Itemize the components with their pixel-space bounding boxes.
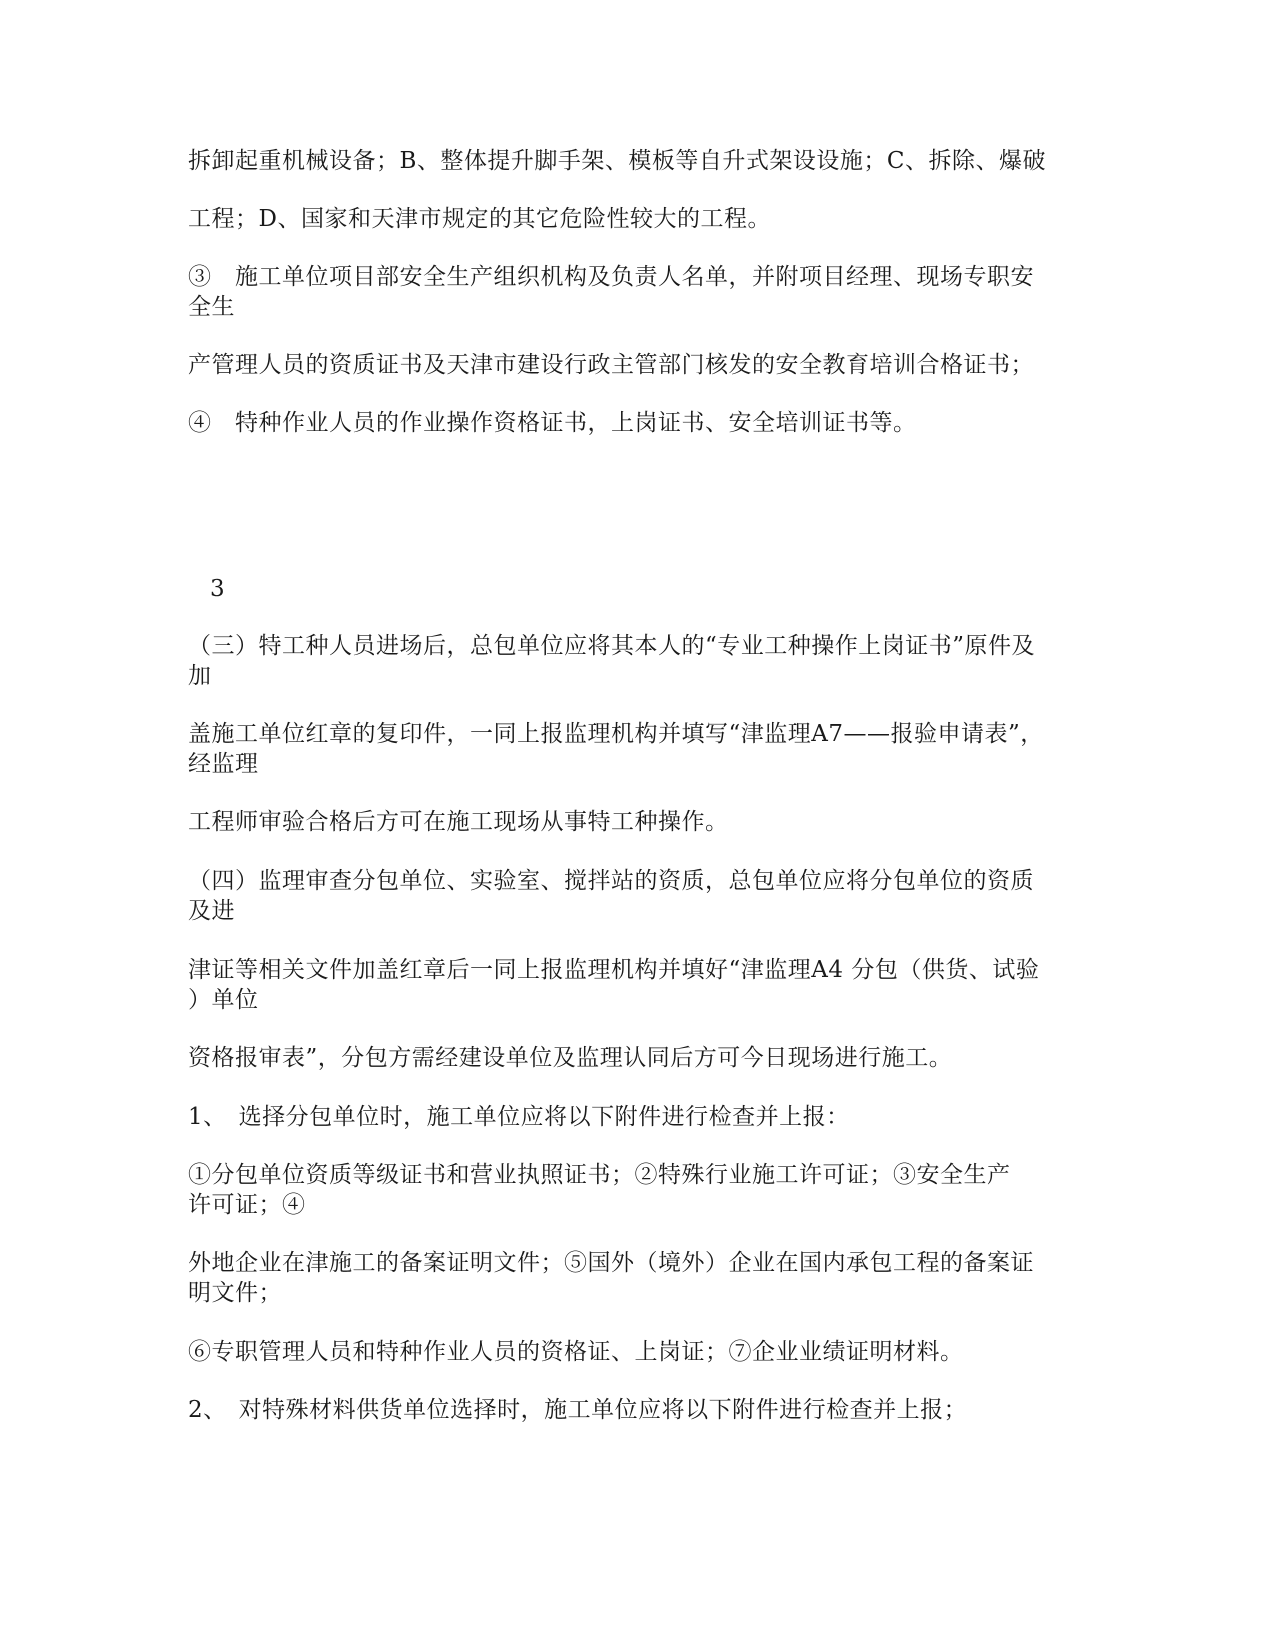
text-line: 工程；D、国家和天津市规定的其它危险性较大的工程。 xyxy=(188,206,771,232)
text-line: 经监理 xyxy=(188,751,259,777)
text-line: 加 xyxy=(188,663,212,689)
text-line: ①分包单位资质等级证书和营业执照证书；②特殊行业施工许可证；③安全生产 xyxy=(188,1162,1011,1188)
text-line: 工程师审验合格后方可在施工现场从事特工种操作。 xyxy=(188,809,729,835)
text-line: ）单位 xyxy=(188,987,259,1013)
text-line: 产管理人员的资质证书及天津市建设行政主管部门核发的安全教育培训合格证书； xyxy=(188,352,1034,378)
text-line: 2、 对特殊材料供货单位选择时，施工单位应将以下附件进行检查并上报； xyxy=(188,1397,968,1423)
text-line: 及进 xyxy=(188,898,235,924)
text-line: 1、 选择分包单位时，施工单位应将以下附件进行检查并上报： xyxy=(188,1104,850,1130)
text-line: 许可证；④ xyxy=(188,1192,306,1218)
text-line: 资格报审表”，分包方需经建设单位及监理认同后方可今日现场进行施工。 xyxy=(188,1045,953,1071)
text-line: （四）监理审查分包单位、实验室、搅拌站的资质，总包单位应将分包单位的资质 xyxy=(188,868,1034,894)
text-line: 津证等相关文件加盖红章后一同上报监理机构并填好“津监理A4 分包（供货、试验 xyxy=(188,957,1040,983)
text-line: 拆卸起重机械设备；B、整体提升脚手架、模板等自升式架设设施；C、拆除、爆破 xyxy=(188,148,1046,174)
text-line: ③ 施工单位项目部安全生产组织机构及负责人名单，并附项目经理、现场专职安 xyxy=(188,264,1034,290)
text-line: ④ 特种作业人员的作业操作资格证书，上岗证书、安全培训证书等。 xyxy=(188,410,917,436)
text-line: ⑥专职管理人员和特种作业人员的资格证、上岗证；⑦企业业绩证明材料。 xyxy=(188,1339,964,1365)
text-line: 全生 xyxy=(188,294,235,320)
text-line: 明文件； xyxy=(188,1280,282,1306)
text-line: 盖施工单位红章的复印件，一同上报监理机构并填写“津监理A7——报验申请表”， xyxy=(188,721,1044,747)
text-line: （三）特工种人员进场后，总包单位应将其本人的“专业工种操作上岗证书”原件及 xyxy=(188,633,1036,659)
page-number: 3 xyxy=(210,576,225,602)
text-line: 外地企业在津施工的备案证明文件；⑤国外（境外）企业在国内承包工程的备案证 xyxy=(188,1250,1034,1276)
